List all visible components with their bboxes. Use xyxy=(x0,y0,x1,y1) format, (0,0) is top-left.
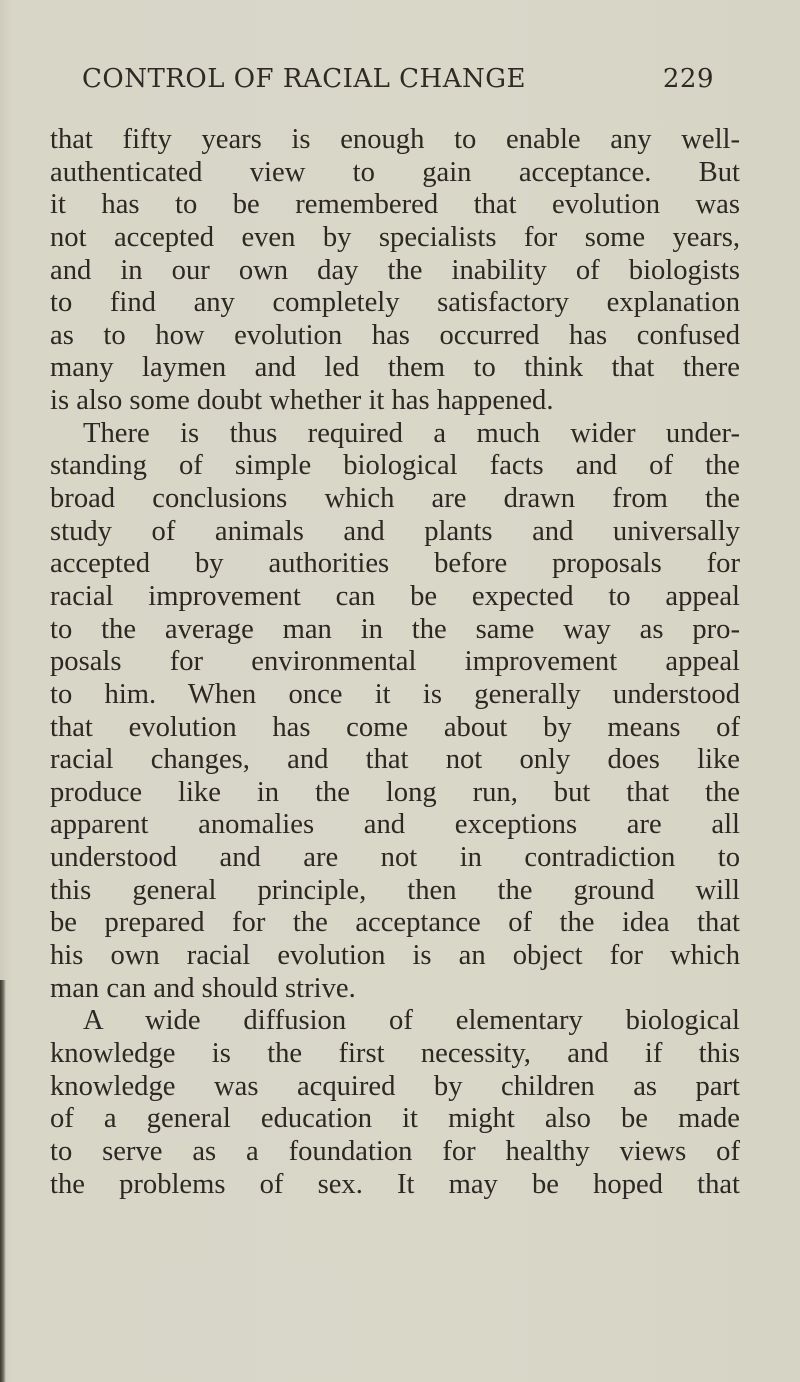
text-line: posals for environmental improvement appeal xyxy=(50,646,740,678)
text-line: it has to be remembered that evolution was xyxy=(50,189,740,221)
page-gutter-shadow xyxy=(0,980,6,1382)
text-line: the problems of sex. It may be hoped that xyxy=(50,1168,740,1200)
running-head xyxy=(82,64,714,94)
text-line: to find any completely satisfactory explanation xyxy=(50,287,740,319)
text-line: as to how evolution has occurred has confused xyxy=(50,319,740,351)
text-line: not accepted even by specialists for some years, xyxy=(50,221,740,253)
text-line: be prepared for the acceptance of the idea that xyxy=(50,907,740,939)
text-line: to the average man in the same way as pro- xyxy=(50,613,740,645)
text-line: knowledge was acquired by children as part xyxy=(50,1070,740,1102)
page-number: 229 xyxy=(662,64,714,94)
text-line: racial improvement can be expected to appeal xyxy=(50,580,740,612)
running-head-title: CONTROL OF RACIAL CHANGE xyxy=(82,64,527,94)
text-line: authenticated view to gain acceptance. But xyxy=(50,156,740,188)
text-line: knowledge is the first necessity, and if this xyxy=(50,1037,740,1069)
text-line: is also some doubt whether it has happened. xyxy=(50,385,554,417)
text-line: many laymen and led them to think that there xyxy=(50,352,740,384)
text-line: of a general education it might also be made xyxy=(50,1103,740,1135)
text-line: to serve as a foundation for healthy views of xyxy=(50,1135,740,1167)
text-line: racial changes, and that not only does like xyxy=(50,744,740,776)
text-line: that fifty years is enough to enable any well- xyxy=(50,124,740,155)
text-line: and in our own day the inability of biologists xyxy=(50,254,740,286)
text-line: study of animals and plants and universally xyxy=(50,515,740,547)
text-line: A wide diffusion of elementary biological xyxy=(83,1005,740,1037)
text-line: apparent anomalies and exceptions are all xyxy=(50,809,740,841)
text-line: produce like in the long run, but that the xyxy=(50,776,740,808)
text-line: to him. When once it is generally understood xyxy=(50,678,740,710)
text-line: his own racial evolution is an object for which xyxy=(50,940,740,972)
text-line: accepted by authorities before proposals for xyxy=(50,548,740,580)
text-line: broad conclusions which are drawn from the xyxy=(50,483,740,515)
body-text xyxy=(50,124,740,1201)
text-line: that evolution has come about by means of xyxy=(50,711,740,743)
text-line: this general principle, then the ground will xyxy=(50,874,740,906)
text-line: man can and should strive. xyxy=(50,972,356,1004)
text-line: There is thus required a much wider under- xyxy=(83,417,740,449)
text-line: standing of simple biological facts and of the xyxy=(50,450,740,482)
text-line: understood and are not in contradiction to xyxy=(50,842,740,874)
